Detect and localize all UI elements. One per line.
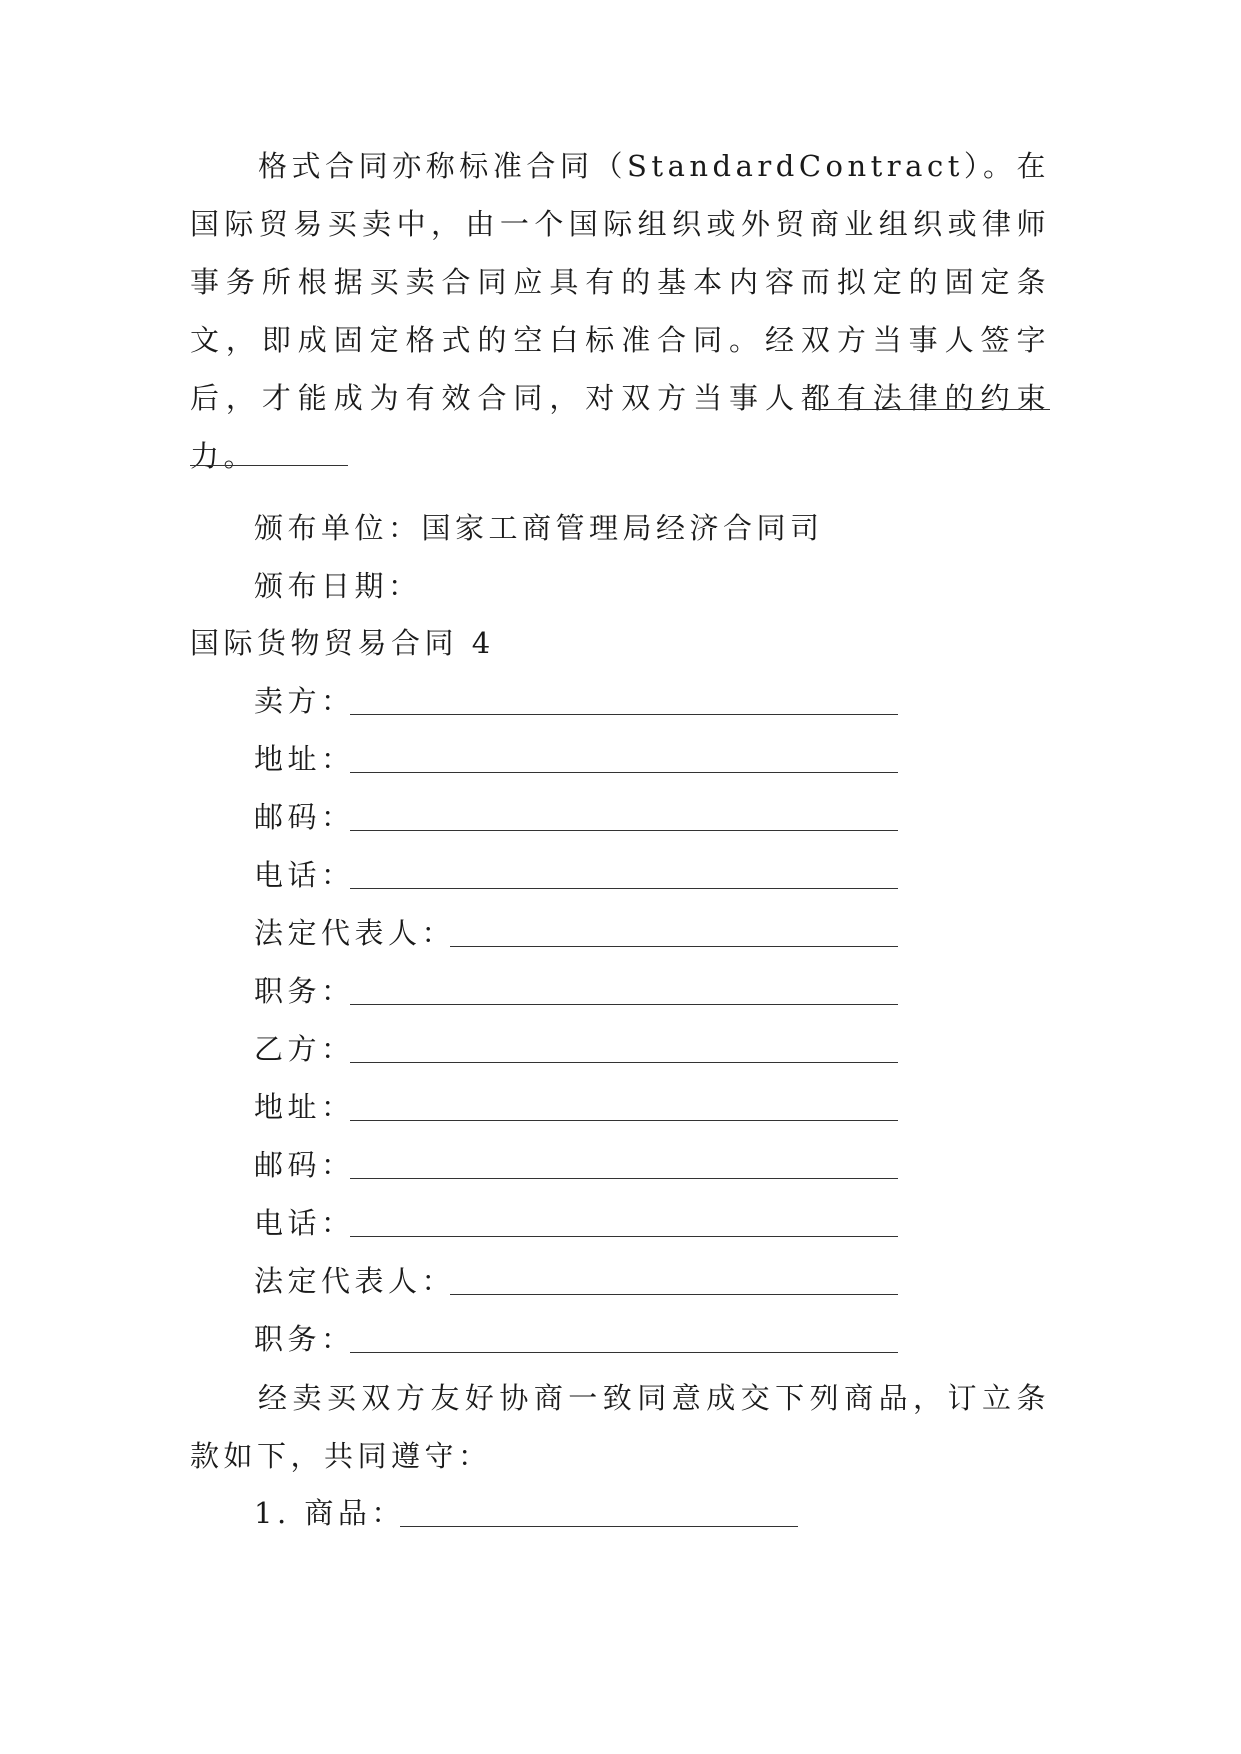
buyer-address-field[interactable] <box>350 1120 898 1121</box>
buyer-phone-label: 电话： <box>254 1206 355 1240</box>
buyer-name-label: 乙方： <box>254 1032 355 1066</box>
seller-legal-rep-label: 法定代表人： <box>254 916 456 950</box>
agreement-paragraph <box>190 1369 1050 1485</box>
seller-name-label: 卖方： <box>254 684 355 718</box>
seller-legal-rep-field[interactable] <box>450 946 898 947</box>
seller-postcode-label: 邮码： <box>254 800 355 834</box>
buyer-position-field[interactable] <box>350 1352 898 1353</box>
buyer-address-label: 地址： <box>254 1090 355 1124</box>
issuer-line: 颁布单位：国家工商管理局经济合同司 <box>254 511 824 545</box>
intro-text: 格式合同亦称标准合同（StandardContract）。在国际贸易买卖中，由一个国际组织或外贸商业组织或律师事务所根据买卖合同应具有的基本内容而拟定的固定条文，即成固定格式的空白标准合同。经双方当事人签字后，才能成为有效合同，对双方当事人都有法律的约束力。 <box>190 149 1050 473</box>
seller-position-field[interactable] <box>350 1004 898 1005</box>
clause1-label: 1. 商品： <box>254 1496 405 1530</box>
clause1-goods-field[interactable] <box>400 1526 798 1527</box>
seller-phone-label: 电话： <box>254 858 355 892</box>
buyer-postcode-field[interactable] <box>350 1178 898 1179</box>
contract-title: 国际货物贸易合同 4 <box>190 626 495 660</box>
buyer-legal-rep-field[interactable] <box>450 1294 898 1295</box>
buyer-postcode-label: 邮码： <box>254 1148 355 1182</box>
buyer-name-field[interactable] <box>350 1062 898 1063</box>
buyer-phone-field[interactable] <box>350 1236 898 1237</box>
intro-blank-line-2 <box>190 465 348 466</box>
buyer-position-label: 职务： <box>254 1322 355 1356</box>
seller-phone-field[interactable] <box>350 888 898 889</box>
seller-address-field[interactable] <box>350 772 898 773</box>
seller-postcode-field[interactable] <box>350 830 898 831</box>
issue-date-line: 颁布日期： <box>254 569 422 603</box>
intro-blank-line-1 <box>812 409 1050 410</box>
seller-position-label: 职务： <box>254 974 355 1008</box>
seller-name-field[interactable] <box>350 714 898 715</box>
agreement-text: 经卖买双方友好协商一致同意成交下列商品，订立条款如下，共同遵守： <box>190 1381 1050 1473</box>
buyer-legal-rep-label: 法定代表人： <box>254 1264 456 1298</box>
intro-paragraph <box>190 137 1050 485</box>
seller-address-label: 地址： <box>254 742 355 776</box>
